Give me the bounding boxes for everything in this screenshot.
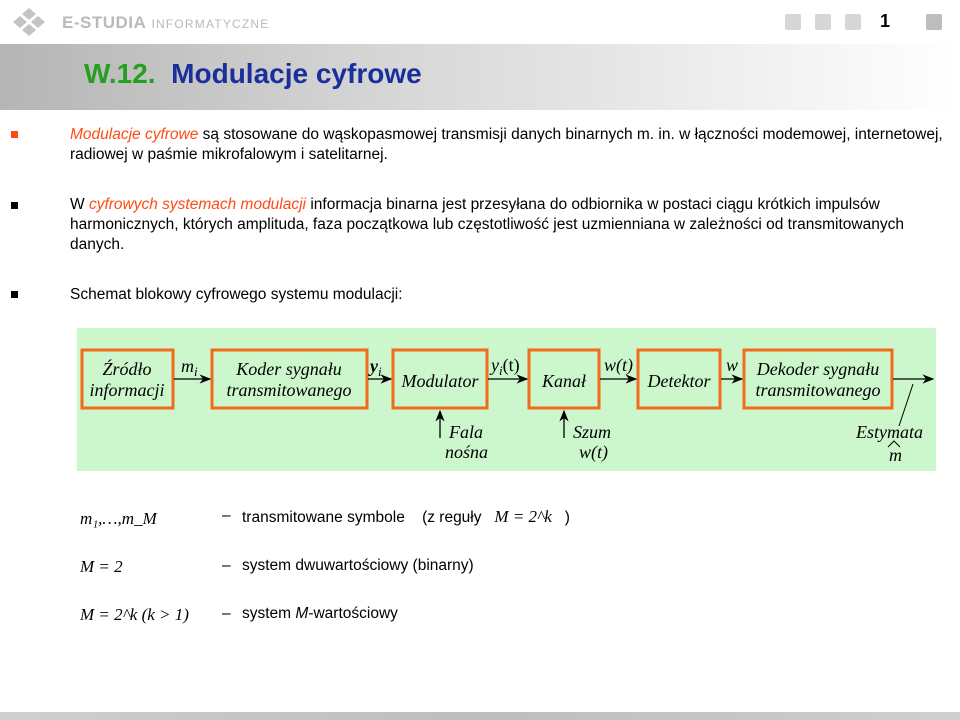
noise-label-2: w(t) [579,442,608,462]
definition-1-desc: transmitowane symbole [242,509,405,526]
brand-name [62,13,270,33]
block-diagram [77,328,936,471]
nav-next-button[interactable] [845,14,861,30]
signal-y-i-sub: i [378,364,382,379]
dash: – [222,605,231,622]
definition-1-note-open: (z reguły [422,509,482,526]
dash: – [222,557,231,574]
signal-y-i-base: y [370,356,378,376]
signal-m-i-sub: i [194,364,198,379]
bullet-icon [11,131,18,138]
signal-w-t: w(t) [604,355,633,375]
definition-3-text [242,605,398,623]
bullet-2-prefix: W [70,196,89,213]
carrier-label-2: nośna [445,442,489,462]
bullet-3-text: Schemat blokowy cyfrowego systemu modulacji: [70,286,403,303]
estimate-label-2: m [889,445,902,465]
bullet-icon [11,291,18,298]
e-studia-logo-icon [10,6,48,38]
definition-1-text [242,507,570,527]
channel-label: Kanał [541,371,587,391]
bullet-paragraph-2 [70,195,950,255]
definition-3-prefix: system [242,605,296,622]
noise-label-1: Szum [573,422,612,442]
page-title [84,58,422,90]
title-number: W.12. [84,58,156,89]
bullet-1-highlight: Modulacje cyfrowe [70,126,199,143]
formula-m-ary [80,605,189,625]
source-label-1: Źródło [102,359,152,379]
decoder-label-2: transmitowanego [755,380,881,400]
dash: – [222,507,231,524]
coder-label-2: transmitowanego [226,380,352,400]
formula-m-ary-text: M = 2^k (k > 1) [80,605,189,624]
carrier-label-1: Fala [449,422,483,442]
title-text: Modulacje cyfrowe [171,58,422,89]
nav-first-button[interactable] [785,14,801,30]
signal-y-i-t-base: y [491,355,499,375]
source-label-2: informacji [89,380,165,400]
signal-y-i [368,356,382,379]
coder-label-1: Koder sygnału [236,359,342,379]
page-number: 1 [880,11,891,31]
signal-y-i-t-arg: (t) [502,355,520,375]
formula-symbols-text: m₁,…,m_M [80,509,157,528]
brand-big: E-STUDIA [62,13,147,32]
estimate-label-1: Estymata [856,422,923,442]
signal-w: w [726,355,739,375]
bullet-2-text: informacja binarna jest przesyłana do odbiornika w postaci ciągu krótkich impulsów harmonicznych, których amplituda, faza początkowa lub częstotliwość jest uzmienniana w zależności od transmitowanych danych. [70,196,904,253]
signal-m-i [181,356,198,379]
nav-last-button[interactable] [926,14,942,30]
decoder-label-1: Dekoder sygnału [756,359,880,379]
bottom-bar [0,712,960,720]
formula-binary [80,557,123,577]
bullet-icon [11,202,18,209]
modulator-label: Modulator [401,371,479,391]
brand-small: INFORMATYCZNE [151,17,270,31]
detector-label: Detektor [647,371,711,391]
nav-prev-button[interactable] [815,14,831,30]
formula-binary-text: M = 2 [80,557,123,576]
definition-1-note-formula: M = 2^k [494,507,552,526]
signal-m-i-base: m [181,356,194,376]
definition-3-italic: M [295,605,309,622]
signal-y-i-t-sub: i [499,363,503,378]
formula-symbols [80,509,157,529]
bullet-paragraph-1 [70,125,950,165]
definition-2-desc: system dwuwartościowy (binarny) [242,557,474,574]
bullet-1-text: są stosowane do wąskopasmowej transmisji danych binarnych m. in. w łączności modemowej, internetowej, radiowej w paśmie mikrofalowym i satelitarnej. [70,126,943,163]
bullet-paragraph-3 [70,285,950,305]
definition-1-note-close: ) [564,509,570,526]
definition-3-suffix: -wartościowy [308,605,398,622]
signal-y-i-t [489,355,520,378]
estimate-pointer [899,384,913,426]
bullet-2-highlight: cyfrowych systemach modulacji [88,196,307,213]
